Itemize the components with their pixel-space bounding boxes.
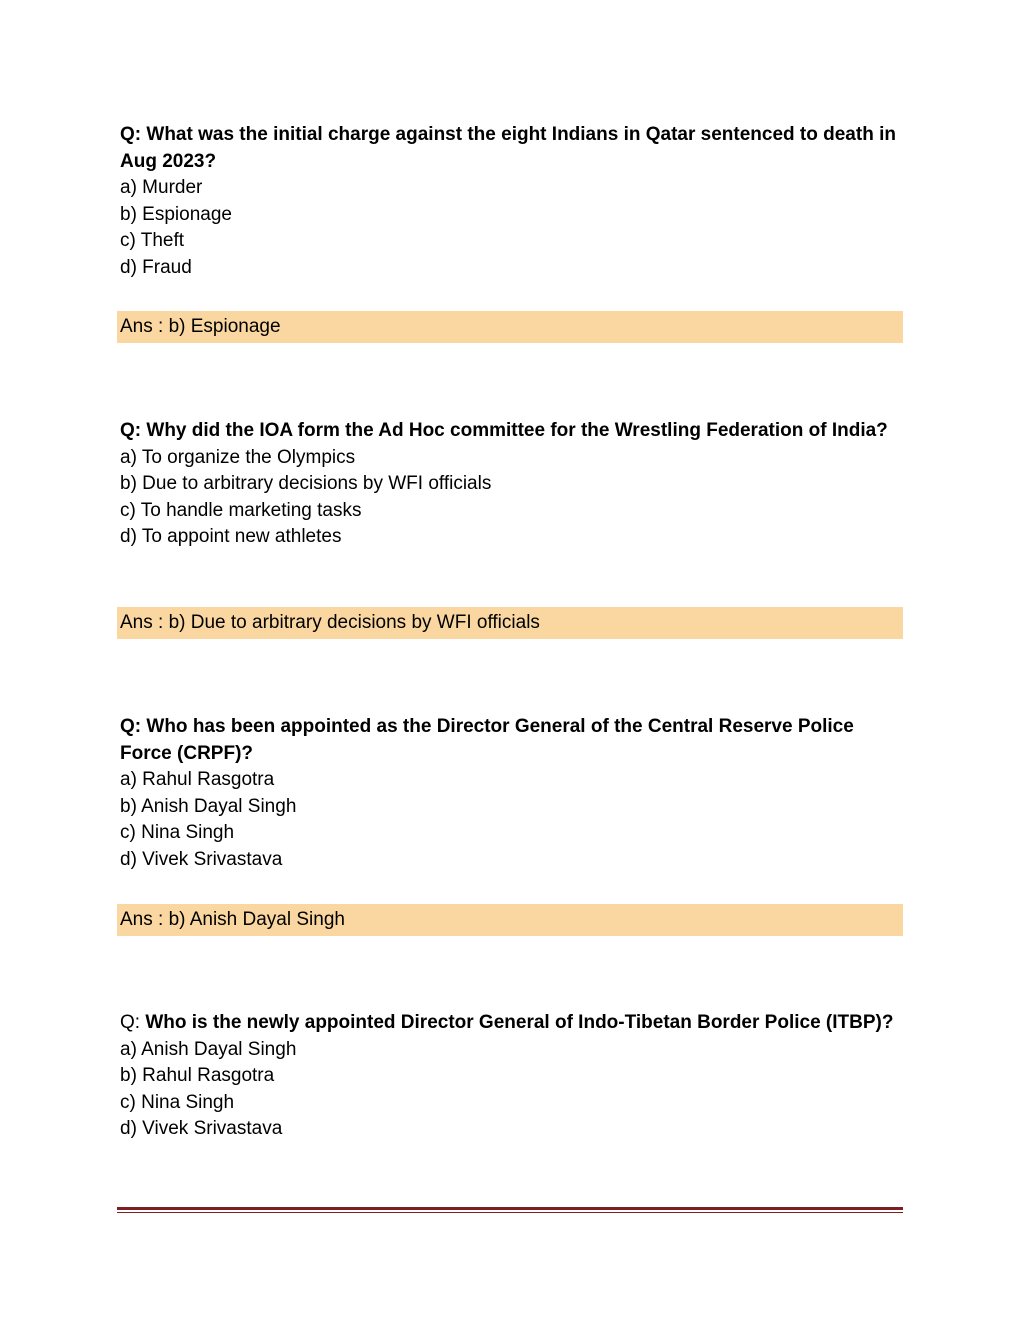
option-b: b) Anish Dayal Singh <box>120 795 297 817</box>
question-prefix: Q: <box>120 420 147 441</box>
answer-bar-3: Ans : b) Anish Dayal Singh <box>117 904 903 936</box>
option-a: a) Anish Dayal Singh <box>120 1038 297 1060</box>
option-b: b) Rahul Rasgotra <box>120 1065 275 1086</box>
question-text <box>120 418 904 445</box>
option-a: a) Murder <box>120 177 203 198</box>
option-d: d) Fraud <box>120 256 192 278</box>
question-text <box>120 1010 904 1037</box>
question-text <box>120 122 904 175</box>
question-block-1 <box>120 122 904 281</box>
question-prefix: Q: <box>120 1012 146 1033</box>
option-a: a) Rahul Rasgotra <box>120 769 275 790</box>
option-c: c) Theft <box>120 230 185 251</box>
question-text <box>120 714 904 767</box>
answer-bar-1: Ans : b) Espionage <box>117 311 903 343</box>
option-b: b) Due to arbitrary decisions by WFI officials <box>120 473 492 494</box>
question-body: What was the initial charge against the eight Indians in Qatar sentenced to death in Aug 2023? <box>120 124 896 172</box>
footer-divider-thin <box>117 1212 903 1213</box>
question-prefix: Q: <box>120 716 147 737</box>
option-a: a) To organize the Olympics <box>120 446 356 468</box>
answer-bar-2: Ans : b) Due to arbitrary decisions by WFI officials <box>117 607 903 639</box>
option-c: c) To handle marketing tasks <box>120 499 362 521</box>
question-body: Who has been appointed as the Director General of the Central Reserve Police Force (CRPF)? <box>120 716 854 764</box>
option-b: b) Espionage <box>120 203 232 225</box>
question-block-3 <box>120 714 904 873</box>
option-d: d) To appoint new athletes <box>120 526 342 547</box>
question-block-4 <box>120 1010 904 1143</box>
option-c: c) Nina Singh <box>120 1091 235 1113</box>
question-block-2 <box>120 418 904 551</box>
question-body: Why did the IOA form the Ad Hoc committee for the Wrestling Federation of India? <box>146 420 888 441</box>
footer-divider <box>117 1207 903 1210</box>
option-c: c) Nina Singh <box>120 822 235 843</box>
question-body: Who is the newly appointed Director General of Indo-Tibetan Border Police (ITBP)? <box>145 1012 894 1033</box>
option-d: d) Vivek Srivastava <box>120 848 283 870</box>
question-prefix: Q: <box>120 124 147 145</box>
option-d: d) Vivek Srivastava <box>120 1118 283 1139</box>
